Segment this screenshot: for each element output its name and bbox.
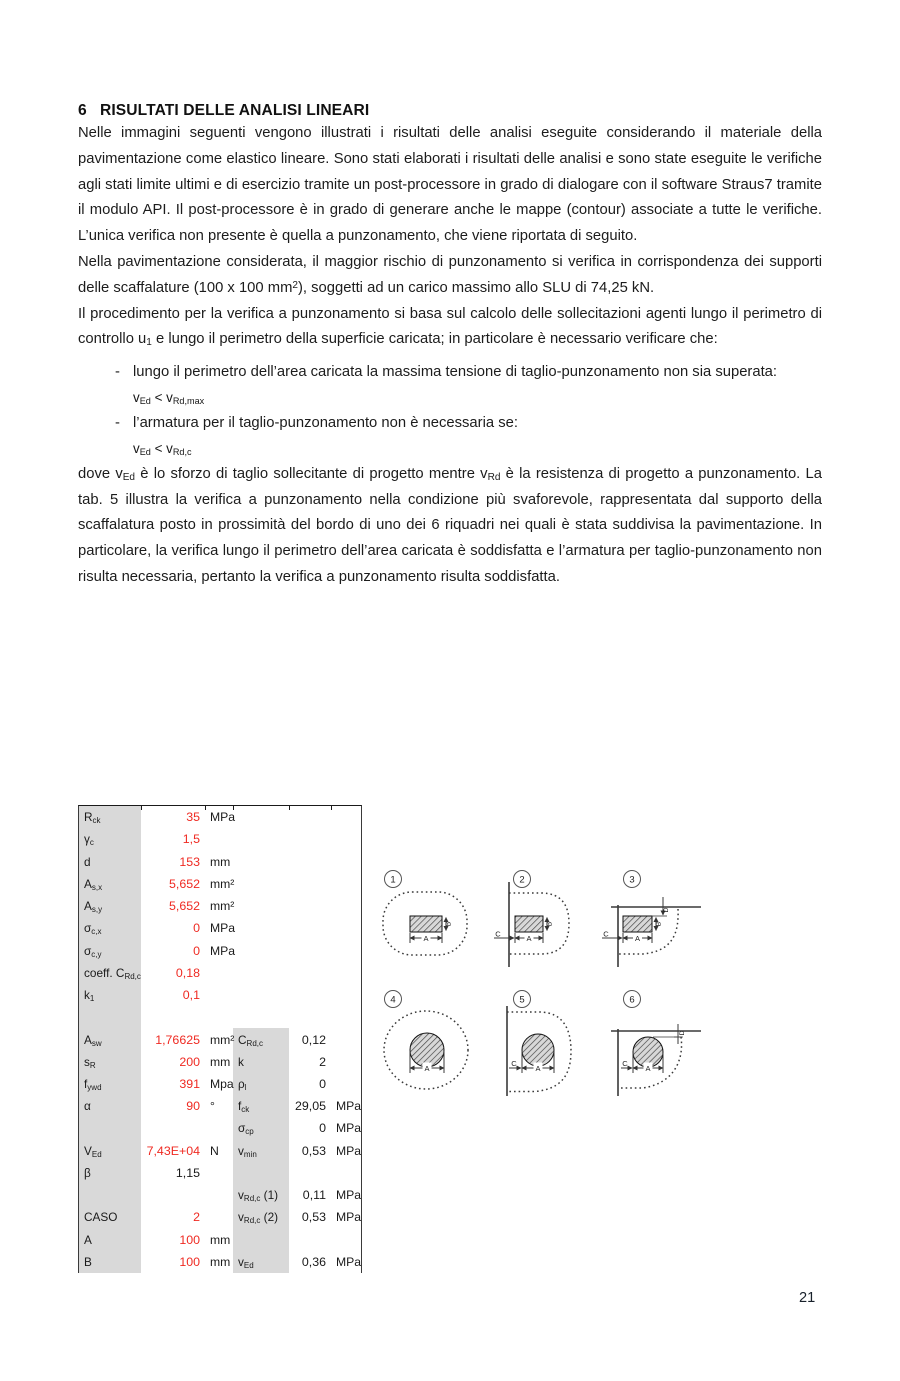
punching-cases-diagram — [375, 861, 705, 1119]
table-row — [79, 1006, 361, 1028]
punching-cases-figure — [375, 861, 705, 1119]
table-cell: MPa — [210, 921, 236, 936]
table-cell: mm² — [210, 1032, 235, 1047]
table-cell: 35 — [186, 810, 200, 825]
loaded-area — [522, 1034, 554, 1066]
table-row — [79, 873, 361, 895]
dimension-label: A — [634, 934, 641, 943]
table-cell: ° — [210, 1099, 215, 1114]
table-row — [79, 895, 361, 917]
table-row — [79, 1095, 361, 1117]
table-cell: $V_{Ed}$ — [84, 1143, 102, 1159]
table-row — [79, 917, 361, 939]
table-cell: $s_R$ — [84, 1054, 96, 1070]
table-cell: 0,18 — [175, 965, 200, 980]
table-cell: 0,11 — [302, 1188, 326, 1203]
case-number: 6 — [629, 994, 635, 1006]
heading-number: 6 — [78, 102, 87, 119]
formula-ved-vrdmax: $v_{Ed} < v_{Rd,max}$ — [133, 389, 205, 406]
table-cell: $\sigma_{cp}$ — [238, 1121, 254, 1137]
table-cell: 0 — [319, 1121, 326, 1136]
dimension-label: A — [424, 1064, 430, 1073]
table-cell: Mpa — [210, 1076, 234, 1091]
dimension-label: A — [535, 1064, 541, 1073]
table-cell: 0,1 — [182, 988, 200, 1003]
table-cell: $v_{Ed}$ — [238, 1254, 254, 1270]
verification-table-rows — [79, 806, 361, 1273]
heading-text: RISULTATI DELLE ANALISI LINEARI — [100, 102, 370, 119]
table-row — [79, 1051, 361, 1073]
table-cell: mm² — [210, 899, 235, 914]
case-number: 2 — [519, 874, 525, 886]
loaded-area — [410, 1033, 444, 1067]
table-cell: $k_1$ — [84, 988, 95, 1003]
table-row — [79, 939, 361, 961]
table-cell: 0 — [193, 943, 200, 958]
table-cell: MPa — [210, 810, 236, 825]
page-number: 21 — [799, 1290, 816, 1306]
dimension-label: B — [655, 921, 663, 927]
table-cell: MPa — [210, 943, 236, 958]
table-row — [79, 984, 361, 1006]
table-cell: mm — [210, 854, 231, 869]
table-cell: $A_{s,y}$ — [84, 899, 103, 914]
case-1-diagram — [383, 871, 467, 956]
table-cell: N — [210, 1143, 219, 1158]
table-row — [79, 1229, 361, 1251]
table-cell: MPa — [336, 1188, 362, 1203]
table-cell: coeff. $C_{Rd,c}$ — [84, 965, 141, 981]
table-cell: 0 — [319, 1076, 326, 1091]
table-row — [79, 1028, 361, 1050]
table-cell: B — [84, 1254, 92, 1269]
case-2-diagram — [494, 871, 569, 968]
verification-table — [78, 805, 362, 1273]
dimension-label: A — [645, 1064, 651, 1073]
table-cell: k — [238, 1054, 244, 1069]
table-cell: 1,5 — [182, 832, 200, 847]
table-row — [79, 828, 361, 850]
table-cell: MPa — [336, 1210, 362, 1225]
table-row — [79, 1117, 361, 1139]
case-number: 1 — [390, 874, 396, 886]
table-cell: CASO — [84, 1210, 118, 1225]
table-cell: $\rho_l$ — [238, 1076, 247, 1092]
table-row — [79, 1073, 361, 1095]
table-row — [79, 1251, 361, 1273]
table-row — [79, 850, 361, 872]
table-cell: 391 — [179, 1076, 200, 1091]
table-cell: 5,652 — [168, 899, 200, 914]
loaded-area — [410, 916, 442, 932]
table-cell: 90 — [186, 1099, 200, 1114]
table-cell: 29,05 — [294, 1099, 326, 1114]
table-row — [79, 806, 361, 828]
table-cell: 0,53 — [301, 1143, 326, 1158]
table-row — [79, 962, 361, 984]
table-cell: 100 — [179, 1232, 200, 1247]
paragraph-load-case: Nella pavimentazione considerata, il maggior rischio di punzonamento si verifica in corrispondenza dei supporti delle scaffalature (100 x 100 $mm^2$), soggetti ad un carico massimo allo SLU di 74,25 kN. — [78, 253, 822, 296]
table-cell: mm — [210, 1254, 231, 1269]
table-cell: 0,53 — [301, 1210, 326, 1225]
table-cell: $A_{sw}$ — [84, 1032, 102, 1048]
case-number: 5 — [519, 994, 525, 1006]
table-cell: $v_{Rd,c}$ (2) — [238, 1210, 279, 1226]
table-cell: 2 — [193, 1210, 200, 1225]
list-item-text: l’armatura per il taglio-punzonamento non è necessaria se: — [133, 414, 518, 431]
case-2-badge — [514, 871, 531, 888]
table-cell: $v_{Rd,c}$ (1) — [238, 1188, 279, 1203]
paragraph-procedure: Il procedimento per la verifica a punzonamento si basa sul calcolo delle sollecitazioni agenti lungo il perimetro di controllo $u_1$ e lungo il perimetro della superficie caricata; in particolare è necessario verificare che: — [78, 305, 822, 349]
table-cell: MPa — [336, 1143, 362, 1158]
paragraph-intro: Nelle immagini seguenti vengono illustrati i risultati delle analisi eseguite considerando il materiale della pavimentazione come elastico lineare. Sono stati elaborati i risultati delle analisi e sono state eseguite le verifiche agli stati limite ultimi e di esercizio tramite un post-processore in grado di dialogare con il software Straus7 tramite il modulo API. Il post-processore è in grado di generare anche le mappe (contour) associate a tutte le verifiche. L’unica verifica non presente è quella a punzonamento, che viene riportata di seguito. — [78, 125, 822, 245]
table-cell: α — [84, 1099, 91, 1114]
case-5-badge — [514, 991, 531, 1008]
table-cell: 7,43E+04 — [146, 1143, 200, 1158]
case-number: 4 — [390, 994, 396, 1006]
table-cell: 2 — [319, 1054, 326, 1069]
table-cell: $C_{Rd,c}$ — [238, 1032, 264, 1048]
case-3-diagram — [602, 871, 701, 968]
dimension-label: B — [546, 921, 554, 927]
table-cell: $R_{ck}$ — [84, 810, 101, 825]
list-item — [78, 360, 822, 386]
table-cell: 1,15 — [175, 1165, 200, 1180]
table-cell: mm — [210, 1054, 231, 1069]
dimension-label: D — [679, 1030, 686, 1036]
case-4-badge — [385, 991, 402, 1008]
table-cell: 153 — [179, 854, 200, 869]
dash-marker: - — [115, 364, 120, 381]
page-title — [78, 101, 822, 121]
table-cell: $f_{ck}$ — [238, 1099, 250, 1114]
table-cell: $v_{min}$ — [238, 1143, 257, 1159]
table-cell: A — [84, 1232, 92, 1247]
table-cell: d — [84, 854, 91, 869]
table-cell: $f_{ywd}$ — [84, 1076, 102, 1092]
dimension-label: C — [603, 929, 609, 939]
dimension-label: A — [423, 934, 429, 943]
document-body — [0, 101, 900, 591]
dimension-label: C — [622, 1059, 628, 1068]
table-cell: mm² — [210, 876, 235, 891]
table-row — [79, 1184, 361, 1206]
table-cell: 0,36 — [301, 1254, 326, 1269]
dimension-label: B — [445, 921, 453, 927]
case-3-badge — [624, 871, 641, 888]
list-item-text: lungo il perimetro dell’area caricata la massima tensione di taglio-punzonamento non sia superata: — [133, 364, 778, 381]
table-cell: $\sigma_{c,x}$ — [84, 921, 102, 937]
case-5-diagram — [507, 991, 571, 1097]
loaded-area — [623, 916, 652, 932]
table-cell: $\gamma_c$ — [84, 832, 94, 848]
case-4-diagram — [384, 991, 468, 1090]
formula-ved-vrdc: $v_{Ed} < v_{Rd,c}$ — [133, 440, 192, 457]
loaded-area — [515, 916, 543, 932]
dimension-label: D — [663, 907, 670, 913]
bullet-list — [78, 360, 822, 459]
table-row — [79, 1206, 361, 1228]
dimension-label: C — [495, 929, 501, 939]
table-cell: MPa — [336, 1099, 362, 1114]
table-cell: 1,76625 — [155, 1032, 200, 1047]
case-1-badge — [385, 871, 402, 888]
table-row — [79, 1162, 361, 1184]
case-6-diagram — [611, 991, 701, 1097]
table-cell: 0,12 — [301, 1032, 326, 1047]
table-cell: $\sigma_{c,y}$ — [84, 943, 102, 959]
table-cell: MPa — [336, 1121, 362, 1136]
case-number: 3 — [629, 874, 635, 886]
case-6-badge — [624, 991, 641, 1008]
dimension-label: A — [526, 934, 532, 943]
table-cell: β — [84, 1165, 91, 1180]
table-cell: 100 — [179, 1254, 200, 1269]
table-cell: 5,652 — [168, 876, 200, 891]
table-cell: $A_{s,x}$ — [84, 876, 103, 892]
table-cell: 0 — [193, 921, 200, 936]
paragraph-conclusion: dove $v_{Ed}$ è lo sforzo di taglio sollecitante di progetto mentre $v_{Rd}$ è la resistenza di progetto a punzonamento. La tab. 5 illustra la verifica a punzonamento nella condizione più svaforevole, rappresentata dal supporto della scaffalatura posto in prossimità del bordo di uno dei 6 riquadri nei quali è stata suddivisa la pavimentazione. In particolare, la verifica lungo il perimetro dell’area caricata è soddisfatta e l’armatura per taglio-punzonamento non risulta necessaria, pertanto la verifica a punzonamento risulta soddisfatta. — [78, 465, 822, 585]
table-cell: MPa — [336, 1254, 362, 1269]
table-row — [79, 1140, 361, 1162]
table-cell: mm — [210, 1232, 231, 1247]
list-item — [78, 411, 822, 437]
table-cell: 200 — [179, 1054, 200, 1069]
dimension-label: C — [511, 1059, 517, 1068]
dash-marker: - — [115, 414, 120, 431]
